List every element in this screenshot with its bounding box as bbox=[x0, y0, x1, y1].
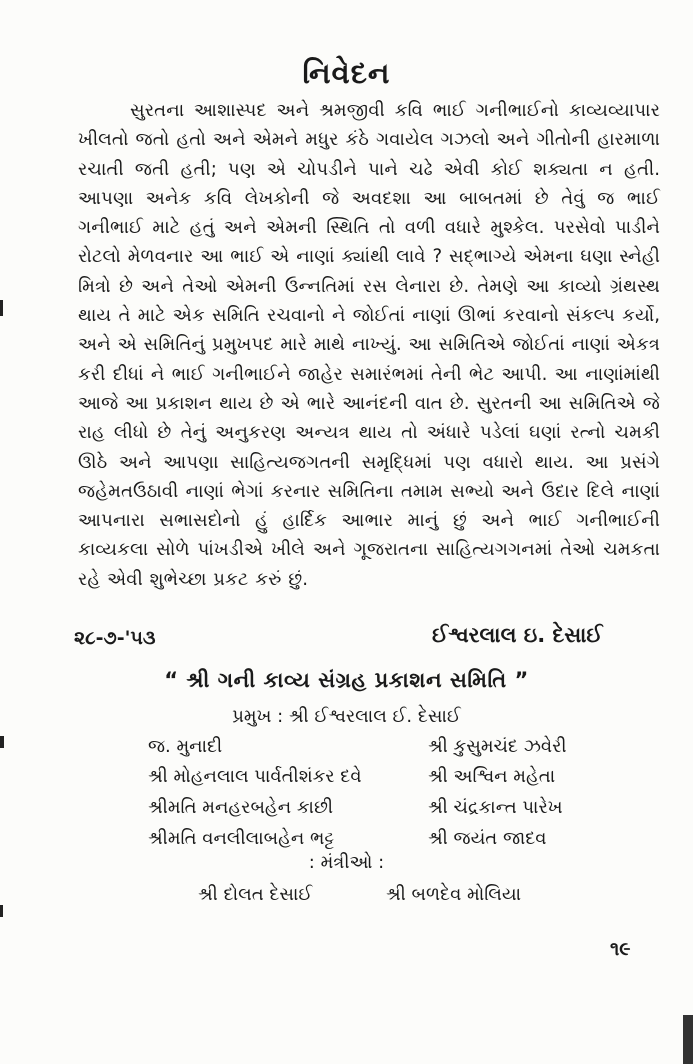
committee-member: જ. મુનાદી bbox=[148, 736, 223, 757]
committee-member: શ્રીમતિ વનલીલાબહેન ભટ્ટ bbox=[148, 828, 335, 849]
date-line: ૨૮-૭-'૫૩ bbox=[74, 627, 156, 649]
scan-edge-mark bbox=[0, 905, 3, 917]
secretary-name: શ્રી દોલત દેસાઈ bbox=[198, 884, 313, 905]
scan-edge-mark bbox=[0, 300, 3, 316]
scan-edge-mark bbox=[0, 736, 4, 748]
committee-member: શ્રી ચંદ્રકાન્ત પારેખ bbox=[428, 797, 563, 818]
page-title: નિવેદન bbox=[302, 56, 391, 90]
committee-president: પ્રમુખ : શ્રી ઈશ્વરલાલ ઈ. દેસાઈ bbox=[232, 706, 461, 727]
page-number: ૧૯ bbox=[610, 938, 631, 960]
secretaries-label: : મંત્રીઓ : bbox=[308, 852, 385, 873]
committee-member: શ્રી જયંત જાદવ bbox=[428, 828, 547, 849]
scan-edge-mark bbox=[683, 1015, 693, 1064]
signatory-name: ઈશ્વરલાલ ઇ. દેસાઈ bbox=[432, 623, 603, 647]
body-paragraph: સુરતના આશાસ્પદ અને શ્રમજીવી કવિ ભાઈ ગનીભાઈનો કાવ્યવ્યાપાર ખીલતો જતો હતો અને એમને મધુર કંઠે ગવાયેલ ગઝલો અને ગીતોની હારમાળા રચાતી જતી હતી; પણ એ ચોપડીને પાને ચઢે એવી કોઈ શક્યતા ન હતી. આપણા અનેક કવિ લેખકોની જે અવદશા આ બાબતમાં છે તેવું જ ભાઈ ગનીભાઈ માટે હતું અને એમની સ્થિતિ તો વળી વધારે મુશ્કેલ. પરસેવો પાડીને રોટલો મેળવનાર આ ભાઈ એ નાણાં ક્યાંથી લાવે ? સદ્ભાગ્યે એમના ઘણા સ્નેહી મિત્રો છે અને તેઓ એમની ઉન્નતિમાં રસ લેનારા છે. તેમણે આ કાવ્યો ગ્રંથસ્થ થાય તે માટે એક સમિતિ રચવાનો ને જોઈતાં નાણાં ઊભાં કરવાનો સંકલ્પ કર્યો, અને એ સમિતિનું પ્રમુખપદ મારે માથે નાખ્યું. આ સમિતિએ જોઈતાં નાણાં એકત્ર કરી દીધાં ને ભાઈ ગનીભાઈને જાહેર સમારંભમાં તેની ભેટ આપી. આ નાણાંમાંથી આજે આ પ્રકાશન થાય છે એ ભારે આનંદની વાત છે. સુરતની આ સમિતિએ જે રાહ લીધો છે તેનું અનુકરણ અન્યત્ર થાય તો અંધારે પડેલાં ઘણાં રત્નો ચમકી ઊઠે અને આપણા સાહિત્યજગતની સમૃદ્ધિમાં પણ વધારો થાય. આ પ્રસંગે જહેમતઉઠાવી નાણાં ભેગાં કરનાર સમિતિના તમામ સભ્યો અને ઉદાર દિલે નાણાં આપનારા સભાસદોનો હું હાર્દિક આભાર માનું છું અને ભાઈ ગનીભાઈની કાવ્યકલા સોળે પાંખડીએ ખીલે અને ગૂજરાતના સાહિત્યગગનમાં તેઓ ચમકતા રહે એવી શુભેચ્છા પ્રકટ કરું છું. bbox=[78, 100, 660, 590]
committee-member: શ્રી અશ્વિન મહેતા bbox=[428, 766, 556, 787]
committee-member: શ્રી કુસુમચંદ ઝવેરી bbox=[428, 736, 567, 757]
committee-heading: “ શ્રી ગની કાવ્ય સંગ્રહ પ્રકાશન સમિતિ ” bbox=[164, 668, 529, 692]
committee-member: શ્રીમતિ મનહરબહેન કાછી bbox=[148, 797, 334, 818]
committee-member: શ્રી મોહનલાલ પાર્વતીશંકર દવે bbox=[148, 766, 362, 787]
secretary-name: શ્રી બળદેવ મોલિયા bbox=[386, 884, 522, 905]
